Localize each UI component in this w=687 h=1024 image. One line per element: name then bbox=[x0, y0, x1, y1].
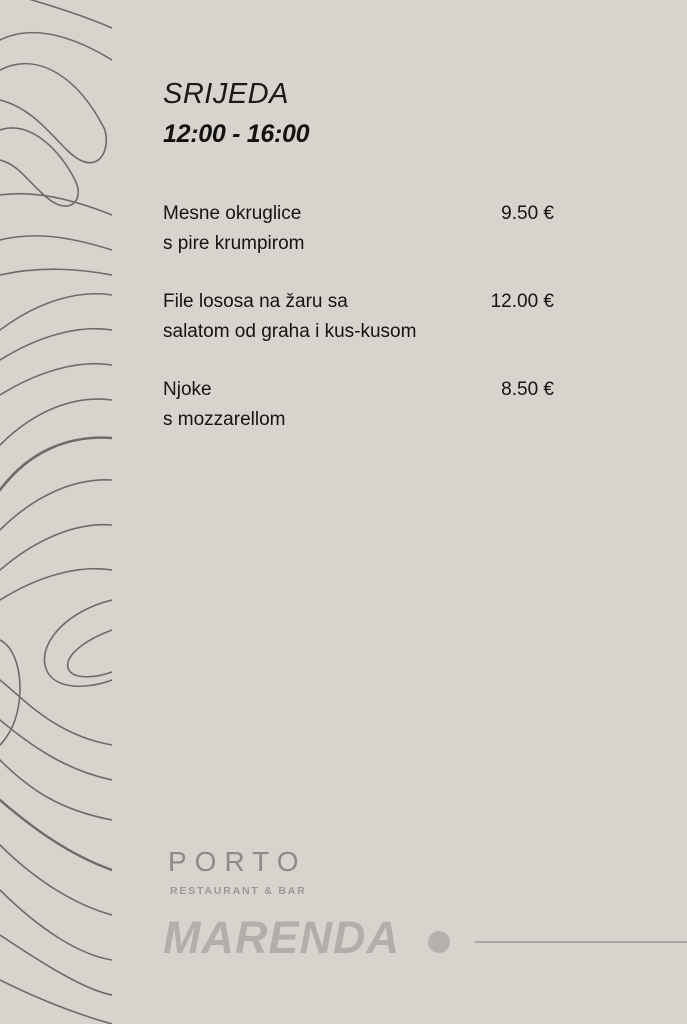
contour-pattern bbox=[0, 0, 112, 1024]
dish-price: 8.50 € bbox=[501, 379, 554, 400]
dish-name-line-1: File lososa na žaru sa bbox=[163, 291, 348, 312]
dish-name-line-2: s pire krumpirom bbox=[163, 233, 305, 254]
dish-name bbox=[163, 287, 416, 347]
menu-item bbox=[163, 375, 558, 435]
menu-item bbox=[163, 199, 558, 259]
decorative-dot bbox=[428, 931, 450, 953]
brand-logo: PORTO bbox=[168, 846, 307, 877]
contour-lines-graphic bbox=[0, 0, 112, 1024]
menu-item bbox=[163, 287, 558, 347]
dish-name bbox=[163, 375, 285, 435]
dish-name-line-2: salatom od graha i kus-kusom bbox=[163, 321, 417, 342]
dish-name-line-1: Njoke bbox=[163, 379, 212, 400]
dish-price: 9.50 € bbox=[501, 203, 554, 224]
decorative-rule bbox=[475, 941, 687, 943]
dish-price: 12.00 € bbox=[490, 291, 554, 312]
dish-name-line-2: s mozzarellom bbox=[163, 409, 286, 430]
day-title: SRIJEDA bbox=[163, 78, 289, 110]
section-title: MARENDA bbox=[163, 912, 400, 963]
brand-tagline: RESTAURANT & BAR bbox=[170, 885, 307, 897]
serving-hours: 12:00 - 16:00 bbox=[163, 120, 310, 148]
dish-name bbox=[163, 199, 304, 259]
dish-name-line-1: Mesne okruglice bbox=[163, 203, 302, 224]
